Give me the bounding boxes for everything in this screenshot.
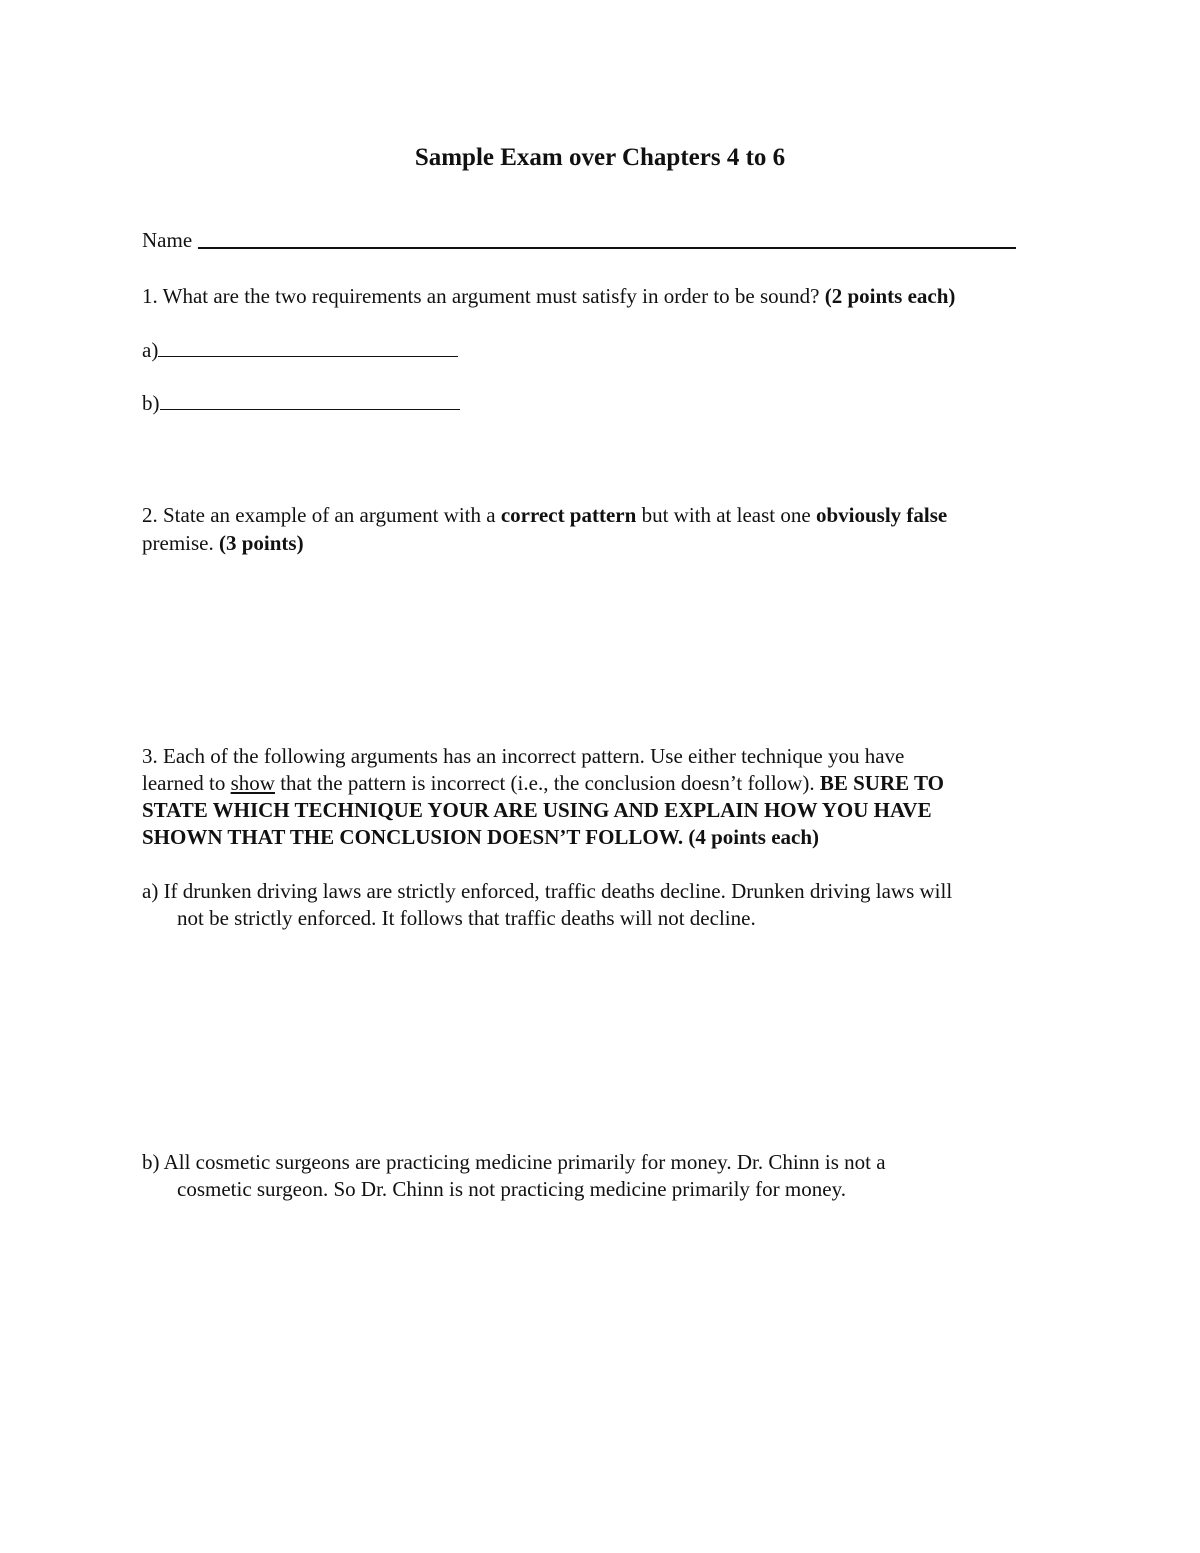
question-2-text-1: 2. State an example of an argument with a: [142, 503, 501, 527]
question-3-line-4: [142, 824, 944, 851]
question-3-line-2-post: that the pattern is incorrect (i.e., the conclusion doesn’t follow).: [274, 771, 820, 795]
question-2: [142, 501, 947, 557]
exam-title: Sample Exam over Chapters 4 to 6: [414, 144, 786, 171]
answer-b-row: [142, 391, 460, 416]
question-3-underlined-word: show: [230, 771, 275, 795]
question-3-line-2-pre: learned to: [142, 771, 231, 795]
answer-a-label: a): [142, 338, 159, 362]
question-1-points: (2 points each): [824, 284, 956, 308]
question-3-line-2: [142, 770, 944, 797]
question-3b-line-2: cosmetic surgeon. So Dr. Chinn is not practicing medicine primarily for money.: [177, 1177, 846, 1201]
question-1: [142, 284, 955, 309]
question-3-line-3: [142, 797, 944, 824]
name-field-row: [142, 228, 192, 253]
answer-b-label: b): [142, 391, 160, 415]
question-3-line-3-bold: STATE WHICH TECHNIQUE YOUR ARE USING AND EXPLAIN HOW YOU HAVE: [142, 798, 932, 822]
question-2-bold-2: obviously false: [815, 503, 948, 527]
question-2-text-2: but with at least one: [636, 503, 816, 527]
question-2-line-2: [142, 529, 947, 557]
question-3-line-1: 3. Each of the following arguments has an incorrect pattern. Use either technique you have: [142, 744, 905, 768]
name-label: Name: [142, 228, 193, 252]
question-3a-line-2: not be strictly enforced. It follows that traffic deaths will not decline.: [177, 906, 756, 930]
question-3b-line-1: b) All cosmetic surgeons are practicing medicine primarily for money. Dr. Chinn is not a: [142, 1150, 886, 1174]
answer-b-blank[interactable]: [160, 391, 460, 410]
question-2-text-3: premise.: [142, 531, 219, 555]
question-3b: [142, 1149, 886, 1203]
question-2-points: (3 points): [218, 531, 304, 555]
question-2-line-1: [142, 501, 947, 529]
question-1-text: 1. What are the two requirements an argument must satisfy in order to be sound?: [142, 284, 825, 308]
answer-a-blank[interactable]: [158, 338, 458, 357]
question-3-line-2-bold: BE SURE TO: [819, 771, 944, 795]
question-3-line-4-bold: SHOWN THAT THE CONCLUSION DOESN’T FOLLOW. (4 points each): [142, 825, 820, 849]
answer-a-row: [142, 338, 458, 363]
question-3a-line-1: a) If drunken driving laws are strictly enforced, traffic deaths decline. Drunken driving laws will: [142, 879, 953, 903]
question-3: [142, 743, 944, 851]
name-blank-line[interactable]: [198, 247, 1016, 249]
question-2-bold-1: correct pattern: [500, 503, 637, 527]
question-3a: [142, 878, 952, 932]
